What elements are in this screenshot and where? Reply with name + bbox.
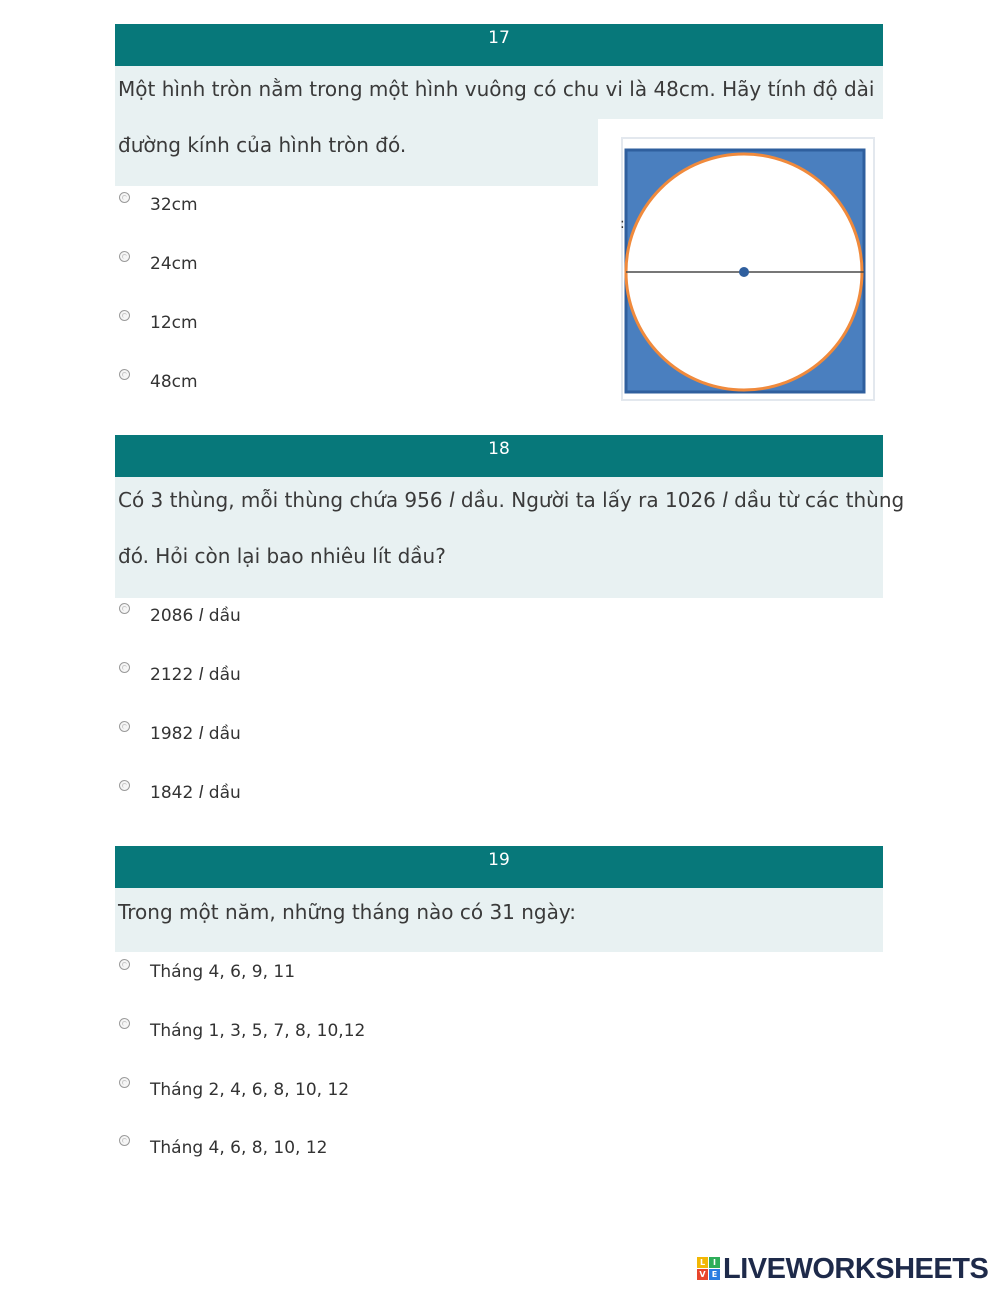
option-label: 24cm xyxy=(150,254,198,274)
question-text-line: đường kính của hình tròn đó. xyxy=(118,133,407,157)
unit-liter: l xyxy=(198,665,204,685)
radio-button[interactable] xyxy=(119,721,130,732)
question-number: 18 xyxy=(488,439,510,459)
radio-button[interactable] xyxy=(119,310,130,321)
option-suffix: dầu xyxy=(203,783,241,803)
radio-button[interactable] xyxy=(119,959,130,970)
option-label xyxy=(150,665,241,685)
logo-cube: V xyxy=(697,1269,708,1280)
unit-liter: l xyxy=(448,488,455,512)
question-17-text-block xyxy=(115,66,883,119)
option-label xyxy=(150,606,241,626)
option-label xyxy=(150,724,241,744)
unit-liter: l xyxy=(198,783,204,803)
circle-in-square-figure xyxy=(598,120,878,402)
radio-button[interactable] xyxy=(119,662,130,673)
option-number: 2086 xyxy=(150,606,194,626)
text-segment: dầu. Người ta lấy ra 1026 xyxy=(454,488,723,512)
figure-artifact: : xyxy=(620,216,625,232)
logo-text: LIVEWORKSHEETS xyxy=(723,1252,989,1285)
option-label: 32cm xyxy=(150,195,198,215)
option-label: 12cm xyxy=(150,313,198,333)
figure-svg xyxy=(598,120,878,402)
question-text-line: Một hình tròn nằm trong một hình vuông có chu vi là 48cm. Hãy tính độ dài xyxy=(118,77,875,101)
unit-liter: l xyxy=(198,724,204,744)
option-suffix: dầu xyxy=(203,724,241,744)
logo-cube: I xyxy=(709,1257,720,1268)
radio-button[interactable] xyxy=(119,780,130,791)
question-number: 19 xyxy=(488,850,510,870)
radio-button[interactable] xyxy=(119,603,130,614)
question-19-text xyxy=(115,888,883,952)
logo-cubes-icon xyxy=(697,1256,721,1282)
unit-liter: l xyxy=(722,488,728,512)
text-segment: Có 3 thùng, mỗi thùng chứa 956 xyxy=(118,488,449,512)
option-label: Tháng 1, 3, 5, 7, 8, 10,12 xyxy=(150,1021,366,1041)
question-text-line: Trong một năm, những tháng nào có 31 ngày: xyxy=(118,900,576,924)
question-18-text xyxy=(115,477,905,598)
unit-liter: l xyxy=(198,606,204,626)
liveworksheets-logo[interactable] xyxy=(697,1254,988,1284)
circle-center-point xyxy=(739,267,749,277)
option-suffix: dầu xyxy=(203,606,241,626)
radio-button[interactable] xyxy=(119,1077,130,1088)
radio-button[interactable] xyxy=(119,1018,130,1029)
option-label: Tháng 4, 6, 8, 10, 12 xyxy=(150,1138,328,1158)
option-number: 2122 xyxy=(150,665,194,685)
question-number: 17 xyxy=(488,28,510,48)
option-label: Tháng 4, 6, 9, 11 xyxy=(150,962,296,982)
option-label: 48cm xyxy=(150,372,198,392)
option-suffix: dầu xyxy=(203,665,241,685)
radio-button[interactable] xyxy=(119,251,130,262)
option-label: Tháng 2, 4, 6, 8, 10, 12 xyxy=(150,1080,350,1100)
option-number: 1982 xyxy=(150,724,194,744)
logo-cube: E xyxy=(709,1269,720,1280)
option-label xyxy=(150,783,241,803)
question-17-text-block-2 xyxy=(115,119,598,186)
text-segment: dầu từ các thùng xyxy=(727,488,905,512)
option-number: 1842 xyxy=(150,783,194,803)
radio-button[interactable] xyxy=(119,369,130,380)
radio-button[interactable] xyxy=(119,192,130,203)
question-text-line-2: đó. Hỏi còn lại bao nhiêu lít dầu? xyxy=(118,544,446,568)
radio-button[interactable] xyxy=(119,1135,130,1146)
logo-cube: L xyxy=(697,1257,708,1268)
question-text-line-1 xyxy=(118,477,905,523)
